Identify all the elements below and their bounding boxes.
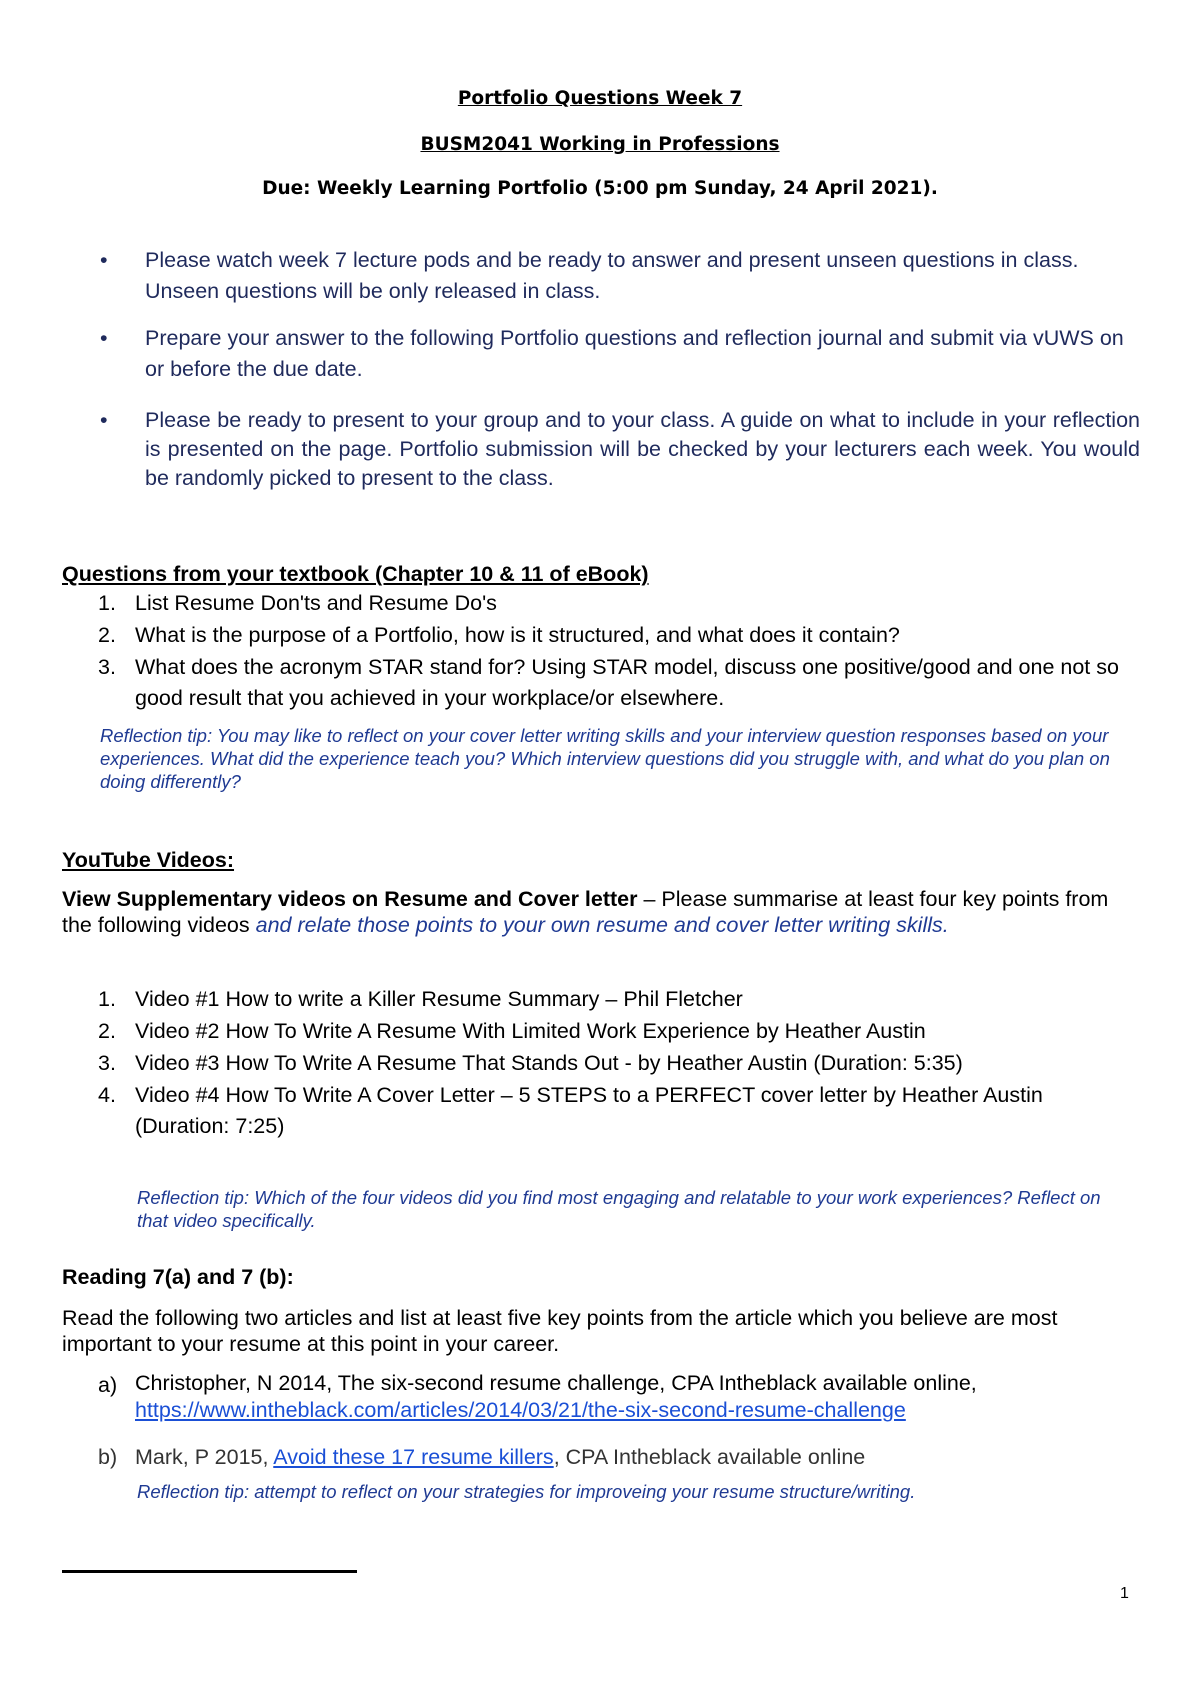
youtube-heading: YouTube Videos: <box>62 848 235 872</box>
reflection-tip: Reflection tip: You may like to reflect on your cover letter writing skills and your interview question responses based on your experiences. What did the experience teach you? Which interview questions did you struggle with, and what do you plan on doing differently? <box>100 725 1110 792</box>
reading-heading: Reading 7(a) and 7 (b): <box>62 1265 294 1289</box>
list-text <box>135 1442 1140 1473</box>
footnote-separator <box>62 1570 357 1573</box>
bullet-item <box>100 406 1140 496</box>
bullet-item <box>100 245 1140 307</box>
textbook-heading: Questions from your textbook (Chapter 10 & 11 of eBook) <box>62 562 649 586</box>
list-text <box>135 1370 1140 1424</box>
document-title: Portfolio Questions Week 7 <box>457 88 743 109</box>
article-link[interactable]: Avoid these 17 resume killers <box>273 1445 554 1469</box>
page-number: 1 <box>1120 1585 1129 1602</box>
bullet-icon: • <box>100 326 108 350</box>
list-text: List Resume Don'ts and Resume Do's <box>135 591 497 615</box>
reference-prefix: Mark, P 2015, <box>135 1445 274 1469</box>
list-text: Video #2 How To Write A Resume With Limited Work Experience by Heather Austin <box>135 1019 926 1043</box>
list-text: Video #3 How To Write A Resume That Stands Out - by Heather Austin (Duration: 5:35) <box>135 1051 963 1075</box>
list-number: 4. <box>98 1083 116 1107</box>
reflection-tip: Reflection tip: attempt to reflect on your strategies for improveing your resume structure/writing. <box>137 1481 916 1502</box>
list-text: What is the purpose of a Portfolio, how is it structured, and what does it contain? <box>135 623 900 647</box>
youtube-intro-plain: – Please summarise at least four key points from the following videos <box>62 887 1109 937</box>
course-title: BUSM2041 Working in Professions <box>420 134 780 155</box>
list-label: b) <box>98 1445 118 1469</box>
list-number: 1. <box>98 987 116 1011</box>
youtube-intro <box>62 886 1142 938</box>
list-number: 1. <box>98 591 116 615</box>
list-text: Video #1 How to write a Killer Resume Summary – Phil Fletcher <box>135 987 743 1011</box>
bullet-item <box>100 323 1140 385</box>
bullet-icon: • <box>100 248 108 272</box>
bullet-text: Please be ready to present to your group and to your class. A guide on what to include in your reflection is presented on the page. Portfolio submission will be checked by your lecturers each week. You would be randomly picked to present to the class. <box>145 408 1140 490</box>
list-number: 3. <box>98 655 116 679</box>
reference-suffix: , CPA Intheblack available online <box>553 1445 866 1469</box>
list-number: 2. <box>98 623 116 647</box>
bullet-text: Prepare your answer to the following Portfolio questions and reflection journal and submit via vUWS on or before the due date. <box>145 326 1124 381</box>
list-number: 3. <box>98 1051 116 1075</box>
reference-text: Christopher, N 2014, The six-second resume challenge, CPA Intheblack available online, <box>135 1371 977 1395</box>
list-number: 2. <box>98 1019 116 1043</box>
list-text: What does the acronym STAR stand for? Using STAR model, discuss one positive/good and one not so good result that you achieved in your workplace/or elsewhere. <box>135 655 1119 710</box>
bullet-text: Please watch week 7 lecture pods and be ready to answer and present unseen questions in class. Unseen questions will be only released in class. <box>145 248 1079 303</box>
article-link[interactable]: https://www.intheblack.com/articles/2014/03/21/the-six-second-resume-challenge <box>135 1398 906 1422</box>
youtube-intro-italic: and relate those points to your own resume and cover letter writing skills. <box>255 913 949 937</box>
due-date: Due: Weekly Learning Portfolio (5:00 pm Sunday, 24 April 2021). <box>262 178 938 199</box>
list-text: Video #4 How To Write A Cover Letter – 5 STEPS to a PERFECT cover letter by Heather Austin (Duration: 7:25) <box>135 1083 1043 1138</box>
reading-intro: Read the following two articles and list at least five key points from the article which you believe are most important to your resume at this point in your career. <box>62 1306 1058 1356</box>
list-label: a) <box>98 1373 118 1397</box>
reflection-tip: Reflection tip: Which of the four videos did you find most engaging and relatable to your work experiences? Reflect on that video specifically. <box>137 1187 1101 1231</box>
bullet-icon: • <box>100 408 108 432</box>
youtube-intro-bold: View Supplementary videos on Resume and Cover letter <box>62 887 638 911</box>
